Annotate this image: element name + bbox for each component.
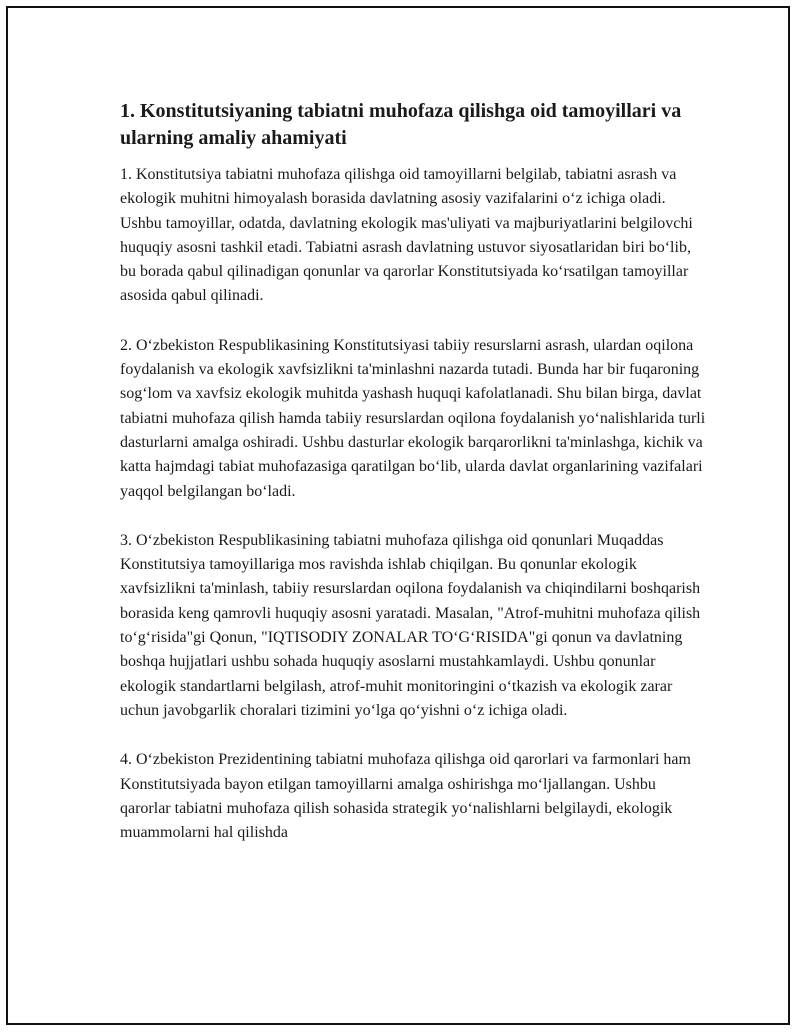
paragraph-2: 2. O‘zbekiston Respublikasining Konstitutsiyasi tabiiy resurslarni asrash, ulardan oqilona foydalanish va ekologik xavfsizlikni ta'minlashni nazarda tutadi. Bunda har bir fuqaroning sog‘lom va xavfsiz ekologik muhitda yashash huquqi kafolatlanadi. Shu bilan birga, davlat tabiatni muhofaza qilish hamda tabiiy resurslardan oqilona foydalanish yo‘nalishlarida turli dasturlarni amalga oshiradi. Ushbu dasturlar ekologik barqarorlikni ta'minlashga, kichik va katta hajmdagi tabiat muhofazasiga qaratilgan bo‘lib, ularda davlat organlarining vazifalari yaqqol belgilangan bo‘ladi. [120, 336, 706, 500]
document-body [120, 98, 710, 870]
paragraph-3: 3. O‘zbekiston Respublikasining tabiatni muhofaza qilishga oid qonunlari Muqaddas Konstitutsiya tamoyillariga mos ravishda ishlab chiqilgan. Bu qonunlar ekologik xavfsizlikni ta'minlash, tabiiy resurslardan oqilona foydalanish va chiqindilarni boshqarish borasida keng qamrovli huquqiy asosni yaratadi. Masalan, "Atrof-muhitni muhofaza qilish to‘g‘risida"gi Qonun, "IQTISODIY ZONALAR TO‘G‘RISIDA"gi qonun va davlatning boshqa hujjatlari ushbu sohada huquqiy asoslarni mustahkamlaydi. Ushbu qonunlar ekologik standartlarni belgilash, atrof-muhit monitoringini o‘tkazish va ekologik zarar uchun javobgarlik choralari tizimini yo‘lga qo‘yishni o‘z ichiga oladi. [120, 531, 701, 719]
document-title: 1. Konstitutsiyaning tabiatni muhofaza qilishga oid tamoyillari va ularning amaliy ahamiyati [120, 100, 682, 149]
paragraph-4: 4. O‘zbekiston Prezidentining tabiatni muhofaza qilishga oid qarorlari va farmonlari ham Konstitutsiyada bayon etilgan tamoyillarni amalga oshirishga mo‘ljallangan. Ushbu qarorlar tabiatni muhofaza qilish sohasida strategik yo‘nalishlarni belgilaydi, ekologik muammolarni hal qilishda [120, 751, 691, 842]
paragraph-1: 1. Konstitutsiya tabiatni muhofaza qilishga oid tamoyillarni belgilab, tabiatni asrash va ekologik muhitni himoyalash borasida davlatning asosiy vazifalarini o‘z ichiga oladi. Ushbu tamoyillar, odatda, davlatning ekologik mas'uliyati va majburiyatlarini belgilovchi huquqiy asosni tashkil etadi. Tabiatni asrash davlatning ustuvor siyosatlaridan biri bo‘lib, bu borada qabul qilinadigan qonunlar va qarorlar Konstitutsiyada ko‘rsatilgan tamoyillar asosida qabul qilinadi. [120, 166, 693, 305]
page-frame [6, 6, 790, 1025]
